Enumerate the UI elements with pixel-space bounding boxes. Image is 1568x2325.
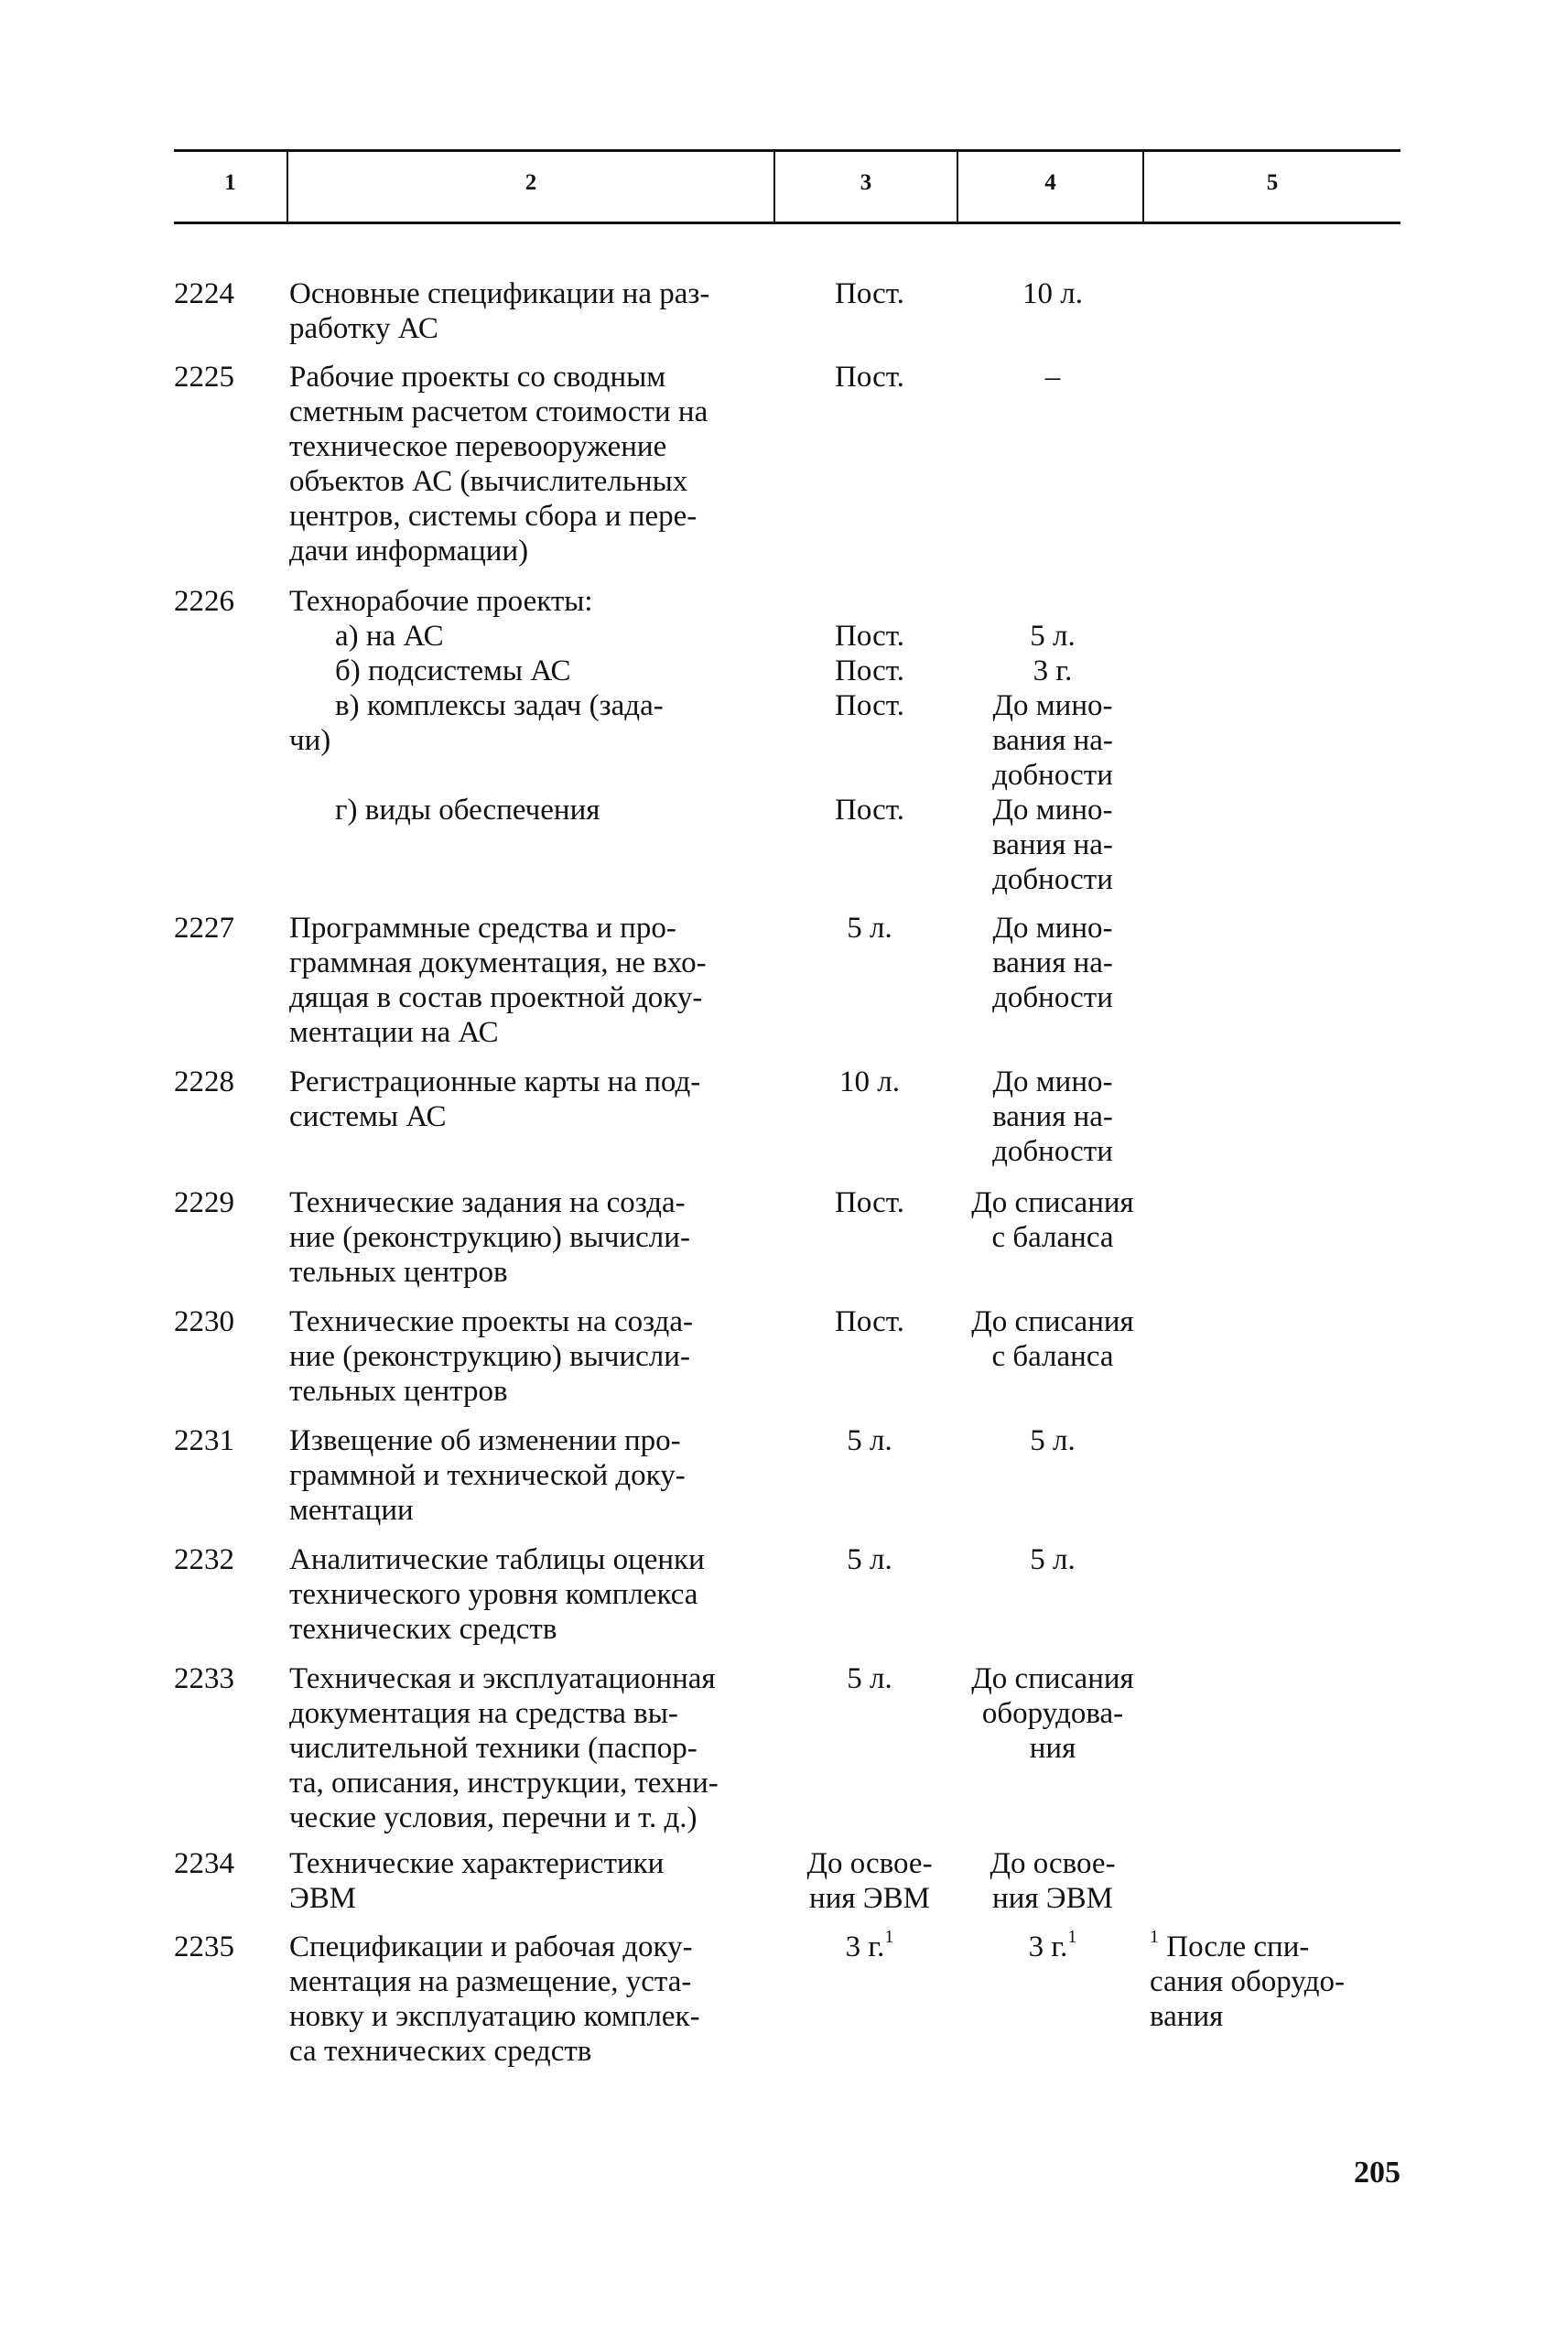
row-retention-col3: 5 л. <box>847 1662 892 1695</box>
row-description: Регистрационные карты на под- системы АС <box>289 1065 701 1133</box>
header-top-rule <box>174 149 1400 152</box>
row-number: 2232 <box>174 1543 234 1576</box>
row-retention-col3: Пост. <box>835 1305 904 1338</box>
row-description: Основные спецификации на раз- работку АС <box>289 277 710 345</box>
footnote-marker: 1 <box>1150 1927 1159 1947</box>
row-retention-col3 <box>778 1927 961 1964</box>
header-col-4: 4 <box>1044 170 1056 195</box>
row-retention-col4: – <box>1044 361 1061 394</box>
row-retention-col3: 5 л. <box>847 1424 892 1457</box>
row-retention-col3: До освое- ния ЭВМ <box>806 1847 933 1915</box>
subitem-col3: Пост. <box>835 620 904 653</box>
row-retention-col3: Пост. <box>835 277 904 310</box>
row-number: 2226 <box>174 585 234 618</box>
row-number: 2228 <box>174 1065 234 1098</box>
row-number: 2230 <box>174 1305 234 1338</box>
footnote-marker: 1 <box>884 1927 894 1947</box>
subitem-col4: До мино- вания на- добности <box>992 794 1113 896</box>
subitem-label: г) виды обеспечения <box>335 794 600 827</box>
subitem-label: б) подсистемы АС <box>335 654 571 687</box>
subitem-label: а) на АС <box>335 620 444 653</box>
row-description: Программные средства и про- граммная документация, не вхо- дящая в состав проектной доку- ментации на АС <box>289 912 707 1049</box>
row-number: 2234 <box>174 1847 234 1880</box>
row-retention-col4: 5 л. <box>1030 1543 1076 1576</box>
header-bottom-rule <box>174 222 1400 224</box>
subitem-col4: До мино- вания на- добности <box>992 689 1113 792</box>
row-number: 2231 <box>174 1424 234 1457</box>
row-description: Технические задания на созда- ние (реконструкцию) вычисли- тельных центров <box>289 1186 690 1289</box>
row-description: Извещение об изменении про- граммной и технической доку- ментации <box>289 1424 686 1527</box>
row-retention-col4: До списания оборудова- ния <box>971 1662 1134 1765</box>
page-number: 205 <box>1354 2156 1400 2190</box>
footnote-text: После спи- сания оборудо- вания <box>1150 1930 1346 2033</box>
subitem-label: в) комплексы задач (зада- <box>335 689 664 722</box>
subitem-col3: Пост. <box>835 689 904 722</box>
row-description: Аналитические таблицы оценки технического уровня комплекса технических средств <box>289 1543 705 1646</box>
row-retention-col3: 5 л. <box>847 912 892 945</box>
row-number: 2233 <box>174 1662 234 1695</box>
row-number: 2227 <box>174 912 234 945</box>
row-retention-col4: До мино- вания на- добности <box>992 912 1113 1014</box>
subitem-col4: 3 г. <box>1033 654 1073 687</box>
header-col-1: 1 <box>224 170 236 195</box>
header-col-2: 2 <box>524 170 537 195</box>
row-description: Технорабочие проекты: <box>289 585 593 618</box>
row-number: 2235 <box>174 1930 234 1963</box>
row-retention-col3: 10 л. <box>839 1065 900 1098</box>
row-description: Спецификации и рабочая доку- ментация на размещение, уста- новку и эксплуатацию комплек- са технических средств <box>289 1930 700 2068</box>
subitem-col3: Пост. <box>835 794 904 827</box>
header-col-3: 3 <box>860 170 872 195</box>
row-number: 2224 <box>174 277 234 310</box>
subitem-label-continuation: чи) <box>289 724 331 757</box>
row-number: 2229 <box>174 1186 234 1219</box>
row-retention-col4: 10 л. <box>1022 277 1083 310</box>
row-note-col5 <box>1150 1927 1400 2034</box>
row-retention-col4: До освое- ния ЭВМ <box>989 1847 1116 1915</box>
row-retention-col4: До списания с баланса <box>971 1186 1134 1254</box>
subitem-col4: 5 л. <box>1030 620 1076 653</box>
row-description: Техническая и эксплуатационная документация на средства вы- числительной техники (паспор- та, описания, инструкции, техни- ческие условия, перечни и т. д.) <box>289 1662 719 1834</box>
row-retention-col4: До мино- вания на- добности <box>992 1065 1113 1168</box>
row-description: Технические характеристики ЭВМ <box>289 1847 665 1915</box>
header-col-5: 5 <box>1266 170 1279 195</box>
row-number: 2225 <box>174 361 234 394</box>
row-retention-col3: Пост. <box>835 1186 904 1219</box>
row-retention-col4: До списания с баланса <box>971 1305 1134 1373</box>
subitem-col3: Пост. <box>835 654 904 687</box>
retention-value: 3 г. <box>1028 1930 1068 1963</box>
row-retention-col4 <box>961 1927 1144 1964</box>
footnote-marker: 1 <box>1067 1927 1077 1947</box>
row-description: Технические проекты на созда- ние (реконструкцию) вычисли- тельных центров <box>289 1305 693 1408</box>
row-retention-col4: 5 л. <box>1030 1424 1076 1457</box>
retention-value: 3 г. <box>845 1930 885 1963</box>
row-retention-col3: 5 л. <box>847 1543 892 1576</box>
row-description: Рабочие проекты со сводным сметным расчетом стоимости на техническое перевооружение объектов АС (вычислительных центров, системы сбора и пере- дачи информации) <box>289 361 708 568</box>
row-retention-col3: Пост. <box>835 361 904 394</box>
